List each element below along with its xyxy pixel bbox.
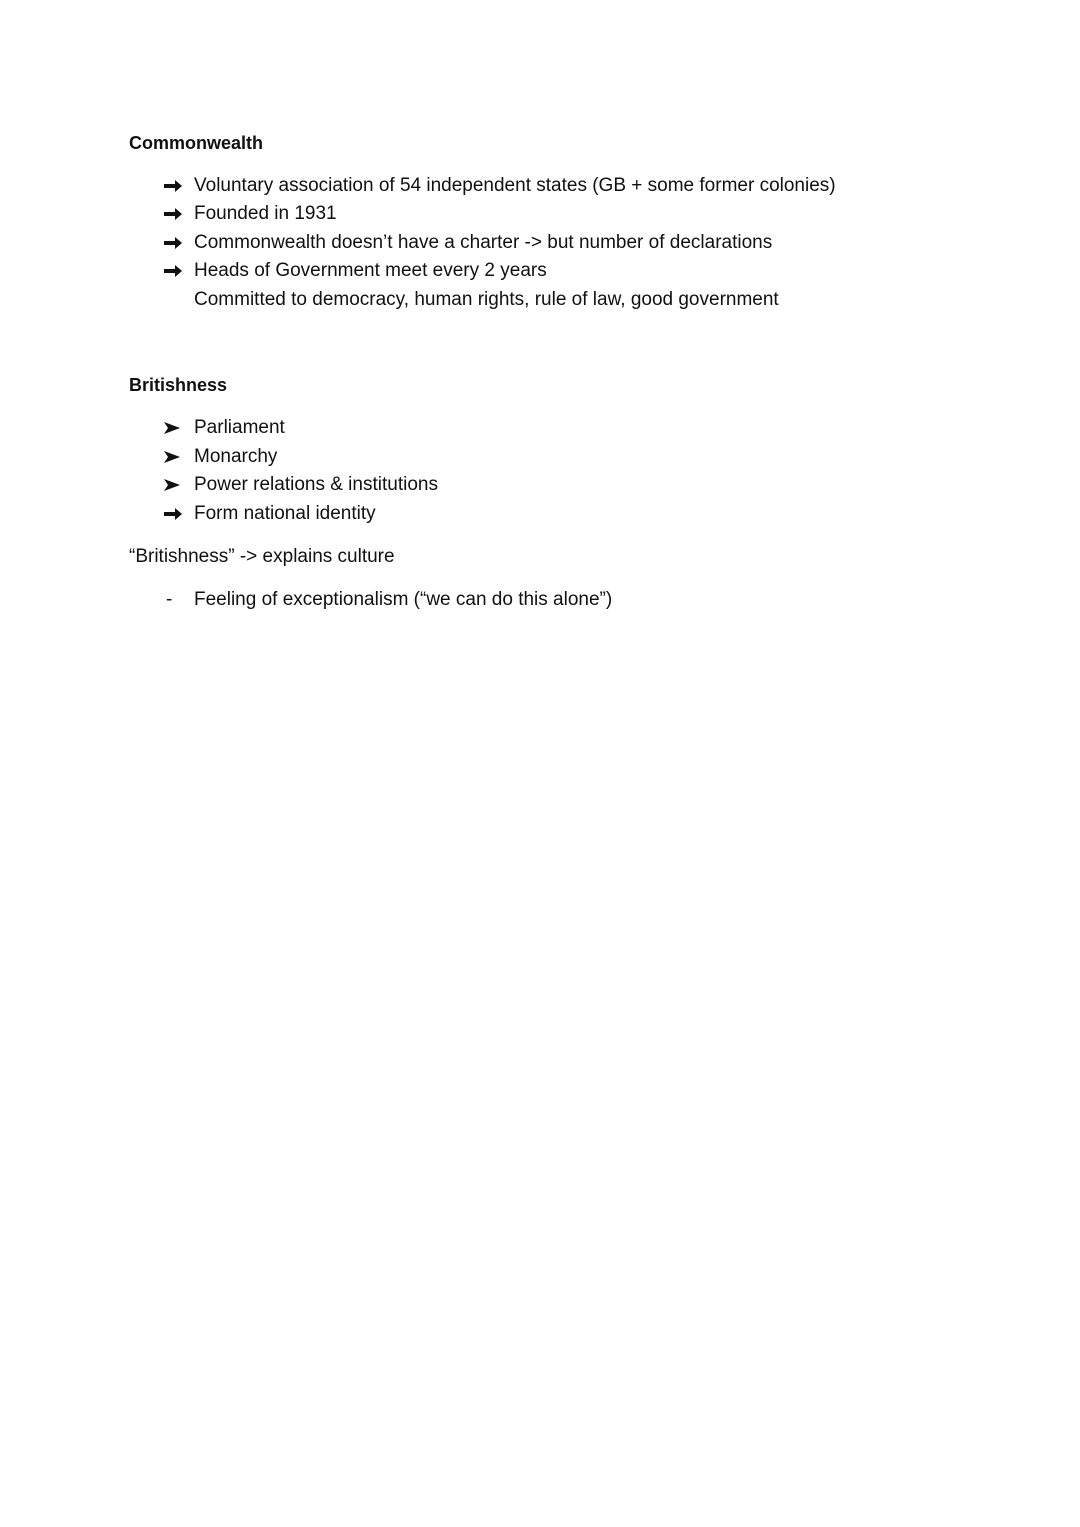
list-item: Founded in 1931 (194, 203, 337, 224)
list-item: Power relations & institutions (194, 474, 438, 495)
section-heading-britishness: Britishness (129, 375, 228, 395)
arrow-right-icon (163, 174, 185, 193)
chevron-arrow-icon (163, 445, 185, 464)
list-item: Monarchy (194, 446, 278, 467)
britishness-note: “Britishness” -> explains culture (129, 546, 395, 567)
list-item: Parliament (194, 417, 285, 438)
sub-list-item: Feeling of exceptionalism (“we can do this alone”) (194, 589, 613, 610)
arrow-right-icon (163, 202, 185, 221)
list-item: Form national identity (194, 503, 376, 524)
arrow-right-icon (163, 259, 185, 278)
list-item-continuation: Committed to democracy, human rights, rule of law, good government (194, 289, 779, 310)
list-item: Commonwealth doesn’t have a charter -> but number of declarations (194, 232, 773, 253)
list-item: Voluntary association of 54 independent states (GB + some former colonies) (194, 175, 836, 196)
chevron-arrow-icon (163, 473, 185, 492)
list-item: Heads of Government meet every 2 years (194, 260, 547, 281)
arrow-right-icon (163, 231, 185, 250)
dash-icon: - (166, 589, 173, 610)
arrow-right-icon (163, 502, 185, 521)
section-heading-commonwealth: Commonwealth (129, 133, 264, 153)
chevron-arrow-icon (163, 416, 185, 435)
